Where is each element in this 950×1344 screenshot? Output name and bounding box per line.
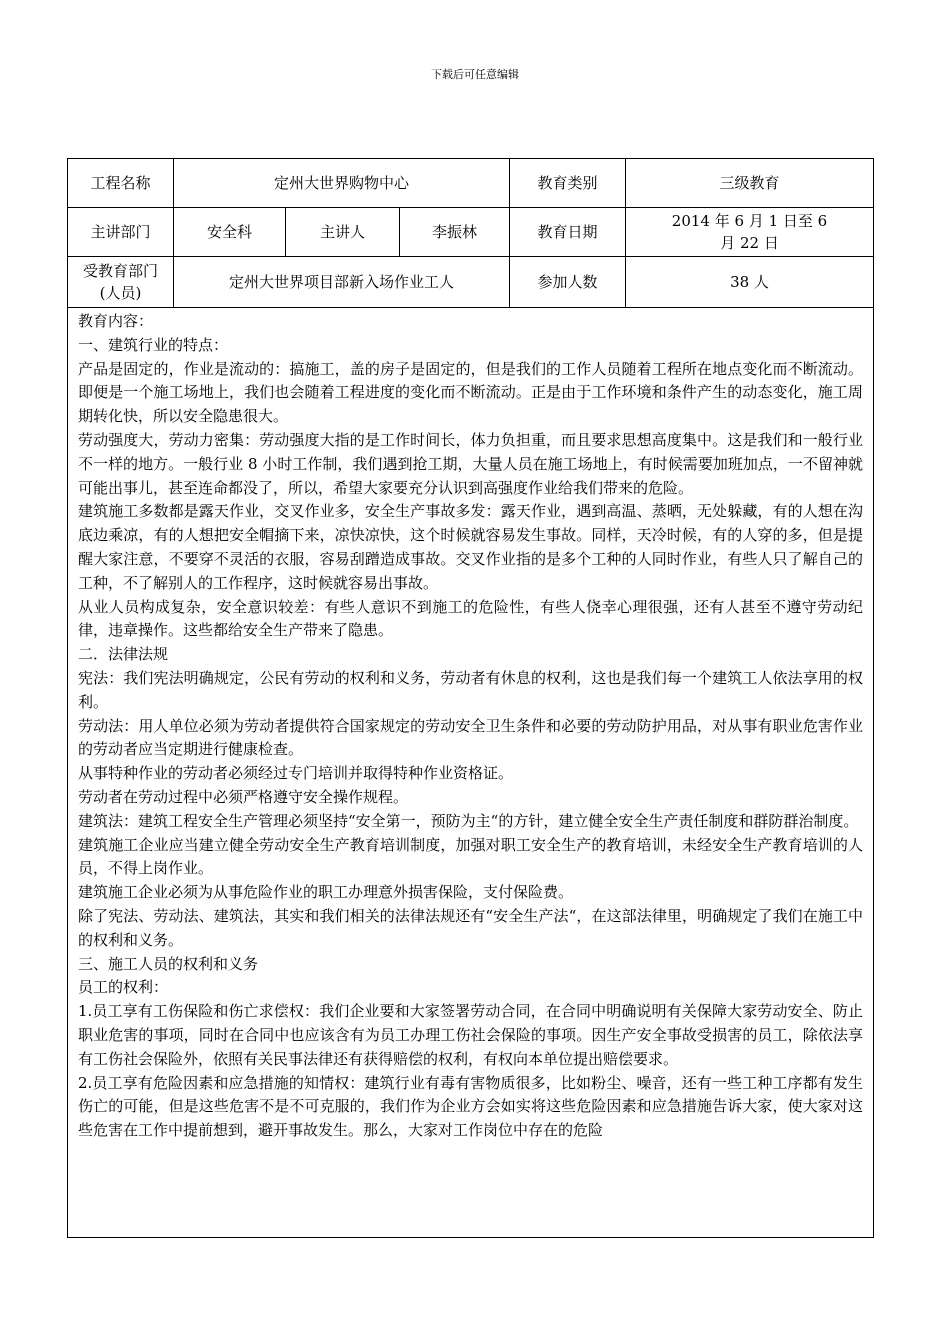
content-paragraph: 建筑施工企业应当建立健全劳动安全生产教育培训制度，加强对职工安全生产的教育培训，未经安全生产教育培训的人员，不得上岗作业。 <box>78 835 864 878</box>
education-content-cell <box>68 308 874 1238</box>
speaker-value: 李振林 <box>400 208 510 257</box>
content-paragraph: 从事特种作业的劳动者必须经过专门培训并取得特种作业资格证。 <box>78 764 514 783</box>
content-paragraph: 劳动强度大，劳动力密集：劳动强度大指的是工作时间长，体力负担重，而且要求思想高度集中。这是我们和一般行业不一样的地方。一般行业 8 小时工作制，我们遇到抢工期，大量人员在施工场地上，有时候需要加班加点，一不留神就可能出事儿，甚至连命都没了，所以，希望大家要充分认识到高强度作业给我们带来的危险。 <box>78 430 864 497</box>
content-paragraph: 劳动者在劳动过程中必须严格遵守安全操作规程。 <box>78 787 409 806</box>
content-paragraph: 教育内容： <box>78 312 154 330</box>
content-paragraph: 产品是固定的，作业是流动的：搞施工，盖的房子是固定的，但是我们的工作人员随着工程所在地点变化而不断流动。即便是一个施工场地上，我们也会随着工程进度的变化而不断流动。正是由于工作环境和条件产生的动态变化，施工周期转化快，所以安全隐患很大。 <box>78 359 864 426</box>
content-paragraph: 从业人员构成复杂，安全意识较差：有些人意识不到施工的危险性，有些人侥幸心理很强，还有人甚至不遵守劳动纪律，违章操作。这些都给安全生产带来了隐患。 <box>78 597 864 640</box>
trainee-value: 定州大世界项目部新入场作业工人 <box>174 257 510 308</box>
content-paragraph: 劳动法：用人单位必须为劳动者提供符合国家规定的劳动安全卫生条件和必要的劳动防护用品，对从事有职业危害作业的劳动者应当定期进行健康检查。 <box>78 716 864 759</box>
education-record-table <box>67 158 874 1238</box>
date-value <box>626 208 874 257</box>
content-paragraph: 员工的权利： <box>78 978 169 997</box>
dept-label: 主讲部门 <box>68 208 174 257</box>
date-line-2: 月 22 日 <box>720 234 779 252</box>
project-name-value: 定州大世界购物中心 <box>174 159 510 208</box>
date-line-1: 2014 年 6 月 1 日至 6 <box>671 212 828 230</box>
content-paragraph: 二．法律法规 <box>78 645 169 664</box>
trainee-label-line-1: 受教育部门 <box>82 262 158 280</box>
education-content <box>78 310 863 1235</box>
content-paragraph: 一、建筑行业的特点： <box>78 335 229 354</box>
count-value: 38 人 <box>626 257 874 308</box>
content-paragraph: 除了宪法、劳动法、建筑法，其实和我们相关的法律法规还有“安全生产法“，在这部法律里，明确规定了我们在施工中的权利和义务。 <box>78 906 864 949</box>
content-paragraph: 建筑法：建筑工程安全生产管理必须坚持“安全第一，预防为主“的方针，建立健全安全生产责任制度和群防群治制度。 <box>78 811 859 830</box>
content-paragraph: 建筑施工多数都是露天作业，交叉作业多，安全生产事故多发：露天作业，遇到高温、蒸晒，无处躲藏，有的人想在沟底边乘凉，有的人想把安全帽摘下来，凉快凉快，这个时候就容易发生事故。同样，天冷时候，有的人穿的多，但是提醒大家注意，不要穿不灵活的衣服，容易刮蹭造成事故。交叉作业指的是多个工种的人同时作业，有些人只了解自己的工种，不了解别人的工作程序，这时候就容易出事故。 <box>78 502 864 592</box>
date-label: 教育日期 <box>510 208 626 257</box>
edu-type-value: 三级教育 <box>626 159 874 208</box>
content-paragraph: 1.员工享有工伤保险和伤亡求偿权：我们企业要和大家签署劳动合同，在合同中明确说明有关保障大家劳动安全、防止职业危害的事项，同时在合同中也应该含有为员工办理工伤社会保险的事项。因生产安全事故受损害的员工，除依法享有工伤社会保险外，依照有关民事法律还有获得赔偿的权利，有权向本单位提出赔偿要求。 <box>78 1002 864 1068</box>
content-paragraph: 宪法：我们宪法明确规定，公民有劳动的权利和义务，劳动者有休息的权利，这也是我们每一个建筑工人依法享用的权利。 <box>78 668 864 711</box>
dept-value: 安全科 <box>174 208 286 257</box>
content-paragraph: 建筑施工企业必须为从事危险作业的职工办理意外损害保险，支付保险费。 <box>78 883 574 902</box>
trainee-label-line-2: (人员) <box>99 284 142 302</box>
trainee-label <box>68 257 174 308</box>
count-label: 参加人数 <box>510 257 626 308</box>
content-paragraph: 2.员工享有危险因素和应急措施的知情权：建筑行业有毒有害物质很多，比如粉尘、噪音，还有一些工种工序都有发生伤亡的可能，但是这些危害不是不可克服的，我们作为企业方会如实将这些危险因素和应急措施告诉大家，使大家对这些危害在工作中提前想到，避开事故发生。那么，大家对工作岗位中存在的危险 <box>78 1073 864 1140</box>
project-name-label: 工程名称 <box>68 159 174 208</box>
speaker-label: 主讲人 <box>286 208 400 257</box>
header-note: 下载后可任意编辑 <box>431 68 519 81</box>
edu-type-label: 教育类别 <box>510 159 626 208</box>
content-paragraph: 三、施工人员的权利和义务 <box>78 954 259 973</box>
